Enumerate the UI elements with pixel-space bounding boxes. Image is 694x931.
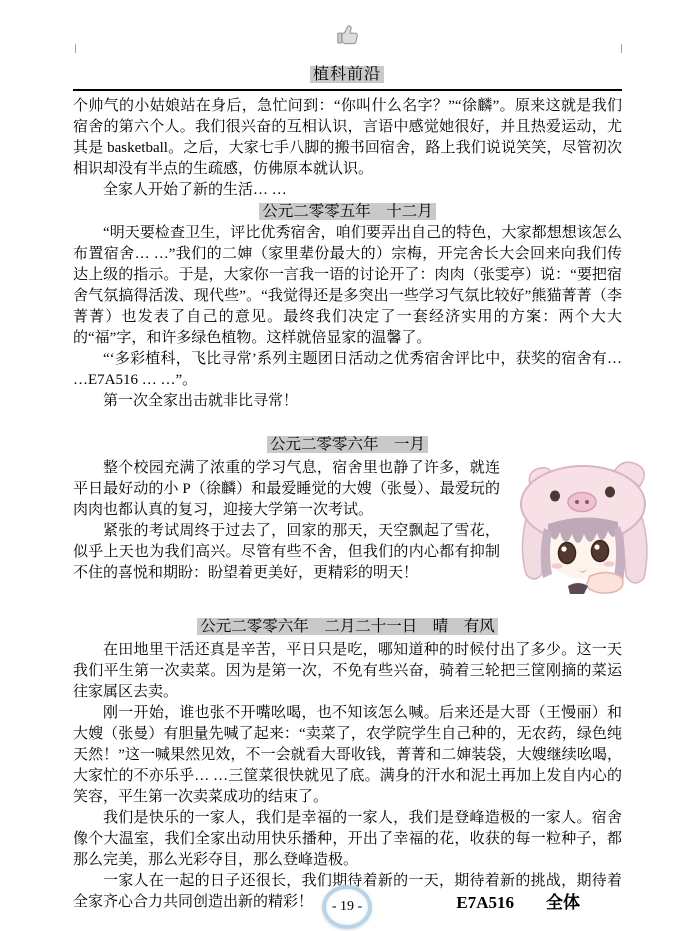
page-title: 植科前沿: [0, 61, 694, 84]
paragraph: 刚一开始，谁也张不开嘴吆喝，也不知该怎么喊。后来还是大哥（王慢丽）和大嫂（张曼）有胆量先喊了起来：“卖菜了，农学院学生自己种的，无农药，绿色纯天然！”这一喊果然见效，不一会就看大哥收钱，菁菁和二婶装袋，大嫂继续吆喝，大家忙的不亦乐乎… …三筐菜很快就见了底。满身的汗水和泥土再加上发自内心的笑容，平生第一次卖菜成功的结束了。: [73, 705, 622, 805]
closing-text: 一家人在一起的日子还很长，我们期待着新的一天，期待着新的挑战，期待着全家齐心合力共同创造出新的精彩！: [73, 873, 622, 910]
paragraph-intro-1: 个帅气的小姑娘站在身后，急忙问到：“你叫什么名字？”“徐麟”。原来这就是我们宿舍的第六个人。我们很兴奋的互相认识，言语中感觉她很好，并且热爱运动，尤其是 basketball。之后，大家七手八脚的搬书回宿舍，路上我们说说笑笑，尽管初次相识却没有半点的生疏感，仿佛原本就认识。: [73, 98, 622, 177]
thumbs-up-icon: [332, 20, 362, 50]
paragraph: 整个校园充满了浓重的学习气息，宿舍里也静了许多，就连平日最好动的小 P（徐麟）和最爱睡觉的大嫂（张曼）、最爱玩的肉肉也都认真的复习，迎接大学第一次考试。: [73, 460, 500, 518]
paragraph-intro-2: 全家人开始了新的生活… …: [103, 182, 287, 198]
section-dec2005: [73, 201, 622, 412]
paragraph: 紧张的考试周终于过去了，回家的那天，天空飘起了雪花，似乎上天也为我们高兴。尽管有些不舍，但我们的内心都有抑制不住的喜悦和期盼：盼望着更美好，更精彩的明天！: [73, 523, 500, 581]
signature-dorm-id: E7A516: [456, 893, 514, 912]
section-heading-dec2005: 公元二零零五年 十二月: [73, 201, 622, 223]
paragraph: 第一次全家出击就非比寻常！: [103, 393, 299, 409]
page-number: - 19 -: [326, 889, 368, 925]
page-footer: [0, 889, 694, 925]
signature-all-members: 全体: [546, 893, 580, 912]
paragraph: “明天要检查卫生，评比优秀宿舍，咱们要弄出自己的特色，大家都想想该怎么布置宿舍… …”我们的二婶（家里辈份最大的）宗梅，开完舍长大会回来向我们传达上级的指示。于是，大家你一言我一语的讨论开了：肉肉（张雯亭）说：“要把宿舍气氛搞得活泼、现代些”。“我觉得还是多突出一些学习气氛比较好”熊猫菁菁（李菁菁）也发表了自己的意见。最终我们决定了一套经济实用的方案：两个大大的“福”字，和许多绿色植物。这样就倍显家的温馨了。: [73, 225, 622, 346]
section-jan2006: [73, 434, 622, 600]
section-heading-jan2006: 公元二零零六年 一月: [73, 434, 622, 456]
page-header: [0, 20, 694, 84]
section-feb2006: [73, 616, 622, 913]
header-divider: [73, 89, 622, 91]
paragraph: “‘多彩植科，飞比寻常’系列主题团日活动之优秀宿舍评比中，获奖的宿舍有… …E7A516 … …”。: [73, 351, 622, 388]
anime-girl-pig-hat-image: [510, 456, 660, 596]
paragraph: 我们是快乐的一家人，我们是幸福的一家人，我们是登峰造极的一家人。宿舍像个大温室，我们全家出动用快乐播种，开出了幸福的花，收获的每一粒种子，都那么完美，那么光彩夺目，那么登峰造极。: [73, 810, 622, 868]
section-heading-feb2006: 公元二零零六年 二月二十一日 晴 有风: [73, 616, 622, 638]
paragraph: 在田地里干活还真是辛苦，平日只是吃，哪知道种的时候付出了多少。这一天我们平生第一次卖菜。因为是第一次，不免有些兴奋，骑着三轮把三筐刚摘的菜运往家属区去卖。: [73, 642, 622, 700]
document-body: [73, 96, 622, 913]
